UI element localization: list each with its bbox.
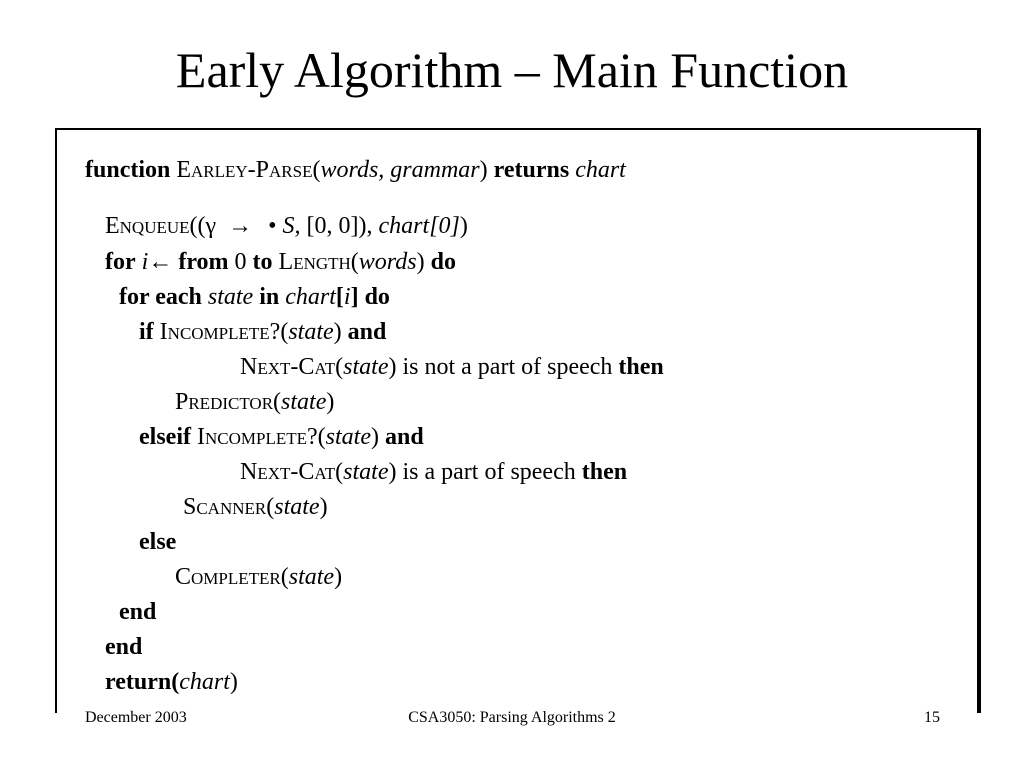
paren-open: ( [335,459,344,485]
keyword-return: return [105,669,172,695]
keyword-for: for [105,249,136,275]
keyword-then: then [618,354,664,380]
return-line [105,667,238,697]
if-line [139,317,386,347]
incomplete-fn: Incomplete [196,424,307,450]
arg-state: state [281,389,327,415]
keyword-for-each: for each [119,284,202,310]
scanner-fn: Scanner [183,494,267,520]
paren-open: ( [312,157,321,183]
enqueue-line [105,211,468,241]
arg-state: state [343,354,389,380]
keyword-to: to [252,249,273,275]
paren-open: ( [171,669,180,695]
paren-close: ) [229,669,238,695]
paren-close: ) [479,157,488,183]
assign-arrow: ← [148,249,173,275]
enqueue-fn: Enqueue [105,213,190,239]
range: [0, 0]), [306,213,373,239]
else-line [139,527,176,557]
keyword-end: end [119,599,157,625]
arg-chart: chart [179,669,230,695]
question-paren: ?( [306,424,326,450]
paren-open: ( [266,494,275,520]
algorithm-box [55,128,979,713]
arg-state: state [288,564,335,590]
dot-symbol: • [268,213,277,239]
function-args: words, grammar [320,157,480,183]
completer-line [175,562,342,592]
paren-close: ) [416,249,425,275]
next-cat-pos-line [240,457,627,487]
return-type: chart [575,157,626,183]
arg-words: words [358,249,417,275]
condition-text: ) is a part of speech [388,459,576,485]
incomplete-fn: Incomplete [159,319,270,345]
var-i: i [141,249,149,275]
keyword-returns: returns [493,157,570,183]
keyword-from: from [178,249,229,275]
arg-state: state [343,459,389,485]
keyword-elseif: elseif [139,424,191,450]
paren-close: ) [333,319,342,345]
keyword-then: then [581,459,628,485]
bracket-open: [ [335,284,344,310]
end-outer-line [105,632,142,662]
footer-page-number: 15 [924,709,940,726]
paren-open: ( [273,389,282,415]
keyword-if: if [139,319,154,345]
var-state: state [207,284,254,310]
keyword-function: function [85,157,171,183]
footer-date: December 2003 [85,709,187,726]
keyword-end: end [105,634,143,660]
var-chart: chart [285,284,336,310]
paren-close: ) [326,389,335,415]
scanner-line [183,492,328,522]
arrow-symbol: → [228,213,253,239]
var-i: i [343,284,351,310]
footer-course: CSA3050: Parsing Algorithms 2 [408,709,616,726]
paren-close: ) [334,564,343,590]
keyword-and: and [347,319,387,345]
condition-text: ) is not a part of speech [388,354,613,380]
keyword-and: and [384,424,424,450]
keyword-do: do [430,249,456,275]
paren-open: ( [350,249,359,275]
end-inner-line [119,597,156,627]
enqueue-open: ((γ [189,213,217,239]
paren-open: ( [335,354,344,380]
elseif-line [139,422,424,452]
predictor-line [175,387,334,417]
function-name: Earley-Parse [176,157,313,183]
next-cat-fn: Next-Cat [240,354,336,380]
next-cat-fn: Next-Cat [240,459,336,485]
arg-state: state [274,494,320,520]
function-signature-line [85,155,626,185]
chart-zero: chart[0] [378,213,460,239]
paren-open: ( [280,564,289,590]
question-paren: ?( [269,319,289,345]
length-fn: Length [278,249,351,275]
keyword-do: do [364,284,390,310]
for-loop-line [105,247,456,277]
for-each-line [119,282,390,312]
predictor-fn: Predictor [175,389,274,415]
arg-state: state [288,319,334,345]
start-symbol: S, [282,213,301,239]
slide-title: Early Algorithm – Main Function [175,42,849,98]
zero: 0 [234,249,247,275]
bracket-close: ] [350,284,359,310]
keyword-else: else [139,529,177,555]
completer-fn: Completer [175,564,281,590]
arg-state: state [325,424,371,450]
keyword-in: in [259,284,280,310]
paren-close: ) [319,494,328,520]
next-cat-not-pos-line [240,352,664,382]
enqueue-close: ) [459,213,468,239]
paren-close: ) [370,424,379,450]
